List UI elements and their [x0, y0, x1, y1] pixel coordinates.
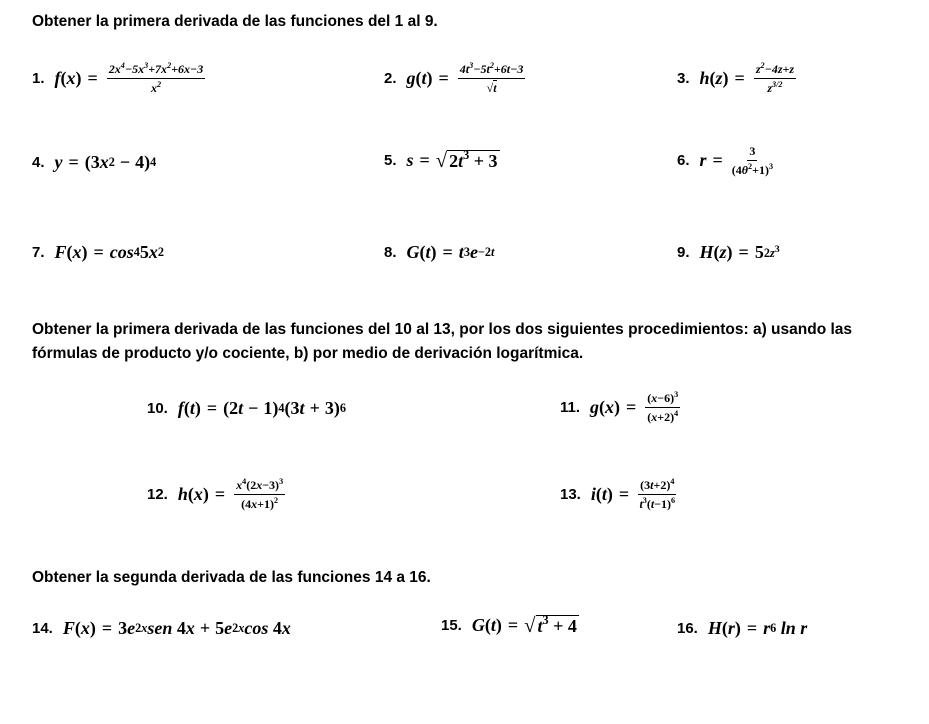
- math-expression: F ( x ) = 3 e $^{2x}$ sen 4 x + 5 e $^{2x}$ cos 4 x: [62, 618, 291, 638]
- section3-heading: Obtener la segunda derivada de las funciones 14 a 16.: [32, 569, 431, 586]
- math-expression: H ( z ) = 5 $^{2z^3}$: [699, 242, 780, 262]
- problem-15: [441, 615, 579, 637]
- fraction: $\frac{x^4(2x-3)^3}{(4x+1)^2}$: [236, 476, 284, 511]
- problem-1: [32, 62, 208, 95]
- math-expression: g ( x ) = $\frac{(x-6)^3}{(x+2)^4}$: [590, 389, 679, 424]
- problem-number: 2.: [384, 70, 397, 87]
- math-expression: f ( t ) = (2 t − 1) $^4$ (3 t + 3) $^6$: [177, 398, 346, 418]
- math-expression: s = √ $2t^3 + 3$: [406, 148, 498, 173]
- problem-number: 9.: [677, 244, 690, 261]
- problem-number: 15.: [441, 617, 462, 635]
- problem-8: [384, 242, 494, 263]
- problem-number: 1.: [32, 70, 45, 87]
- fraction: $\frac{(x-6)^3}{(x+2)^4}$: [647, 389, 679, 424]
- problem-9: [677, 242, 780, 263]
- fraction: $\frac{(3t+2)^4}{t^3(t-1)^6}$: [639, 476, 676, 511]
- problem-number: 7.: [32, 244, 45, 261]
- problem-number: 5.: [384, 152, 397, 170]
- problem-12: [147, 478, 288, 511]
- problem-16: [677, 618, 807, 639]
- problem-13: [560, 478, 679, 511]
- section2-heading: Obtener la primera derivada de las funciones del 10 al 13, por los dos siguientes procedimientos: a) usando las fórmulas de producto y/o cociente, b) por medio de derivación logarítmica.: [32, 321, 853, 362]
- math-expression: G ( t ) = √ $t^3 + 4$: [471, 613, 577, 638]
- square-root: √ $2t^3 + 3$: [435, 148, 498, 173]
- problem-14: [32, 618, 291, 639]
- problem-3: [677, 62, 799, 95]
- problem-number: 6.: [677, 152, 690, 169]
- problem-number: 13.: [560, 486, 581, 503]
- fraction: $\frac{4t^3-5t^2+6t-3}{√t}$: [459, 60, 524, 95]
- math-expression: G ( t ) = t $^3$ e $^{-2t}$: [406, 242, 495, 262]
- fraction: $\frac{3}{(4\theta^2+1)^3}$: [731, 144, 774, 177]
- math-expression: h ( z ) = $\frac{z^2-4z+z}{z^{3/2}}$: [699, 60, 795, 95]
- problem-number: 14.: [32, 620, 53, 637]
- square-root: √ $t^3 + 4$: [524, 613, 577, 638]
- problem-number: 11.: [560, 399, 581, 416]
- problem-number: 10.: [147, 400, 168, 417]
- problem-4: [32, 152, 156, 173]
- math-expression: f ( x ) = $\frac{2x^4-5x^3+7x^2+6x-3}{x^2}$: [54, 60, 204, 95]
- math-expression: i ( t ) = $\frac{(3t+2)^4}{t^3(t-1)^6}$: [590, 476, 676, 511]
- problem-11: [560, 391, 683, 424]
- problem-7: [32, 242, 164, 263]
- problem-number: 12.: [147, 486, 168, 503]
- problem-number: 3.: [677, 70, 690, 87]
- problem-2: [384, 62, 528, 95]
- math-expression: r = $\frac{3}{(4\theta^2+1)^3}$: [699, 144, 774, 177]
- fraction: $\frac{2x^4-5x^3+7x^2+6x-3}{x^2}$: [108, 60, 204, 95]
- section1-heading: Obtener la primera derivada de las funciones del 1 al 9.: [32, 13, 438, 30]
- problem-6: [677, 144, 776, 177]
- problem-number: 16.: [677, 620, 698, 637]
- math-expression: H ( r ) = r $^6$ ln r: [707, 618, 808, 638]
- problem-number: 8.: [384, 244, 397, 261]
- fraction: $\frac{z^2-4z+z}{z^{3/2}}$: [755, 60, 795, 95]
- problem-number: 4.: [32, 154, 45, 171]
- math-expression: h ( x ) = $\frac{x^4(2x-3)^3}{(4x+1)^2}$: [177, 476, 284, 511]
- math-expression: y = (3 x $^2$ − 4) $^4$: [54, 152, 157, 172]
- math-expression: F ( x ) = cos $^4$ 5 x $^2$: [54, 242, 165, 262]
- problem-5: [384, 150, 500, 172]
- problem-10: [147, 398, 346, 419]
- math-expression: g ( t ) = $\frac{4t^3-5t^2+6t-3}{√t}$: [406, 60, 524, 95]
